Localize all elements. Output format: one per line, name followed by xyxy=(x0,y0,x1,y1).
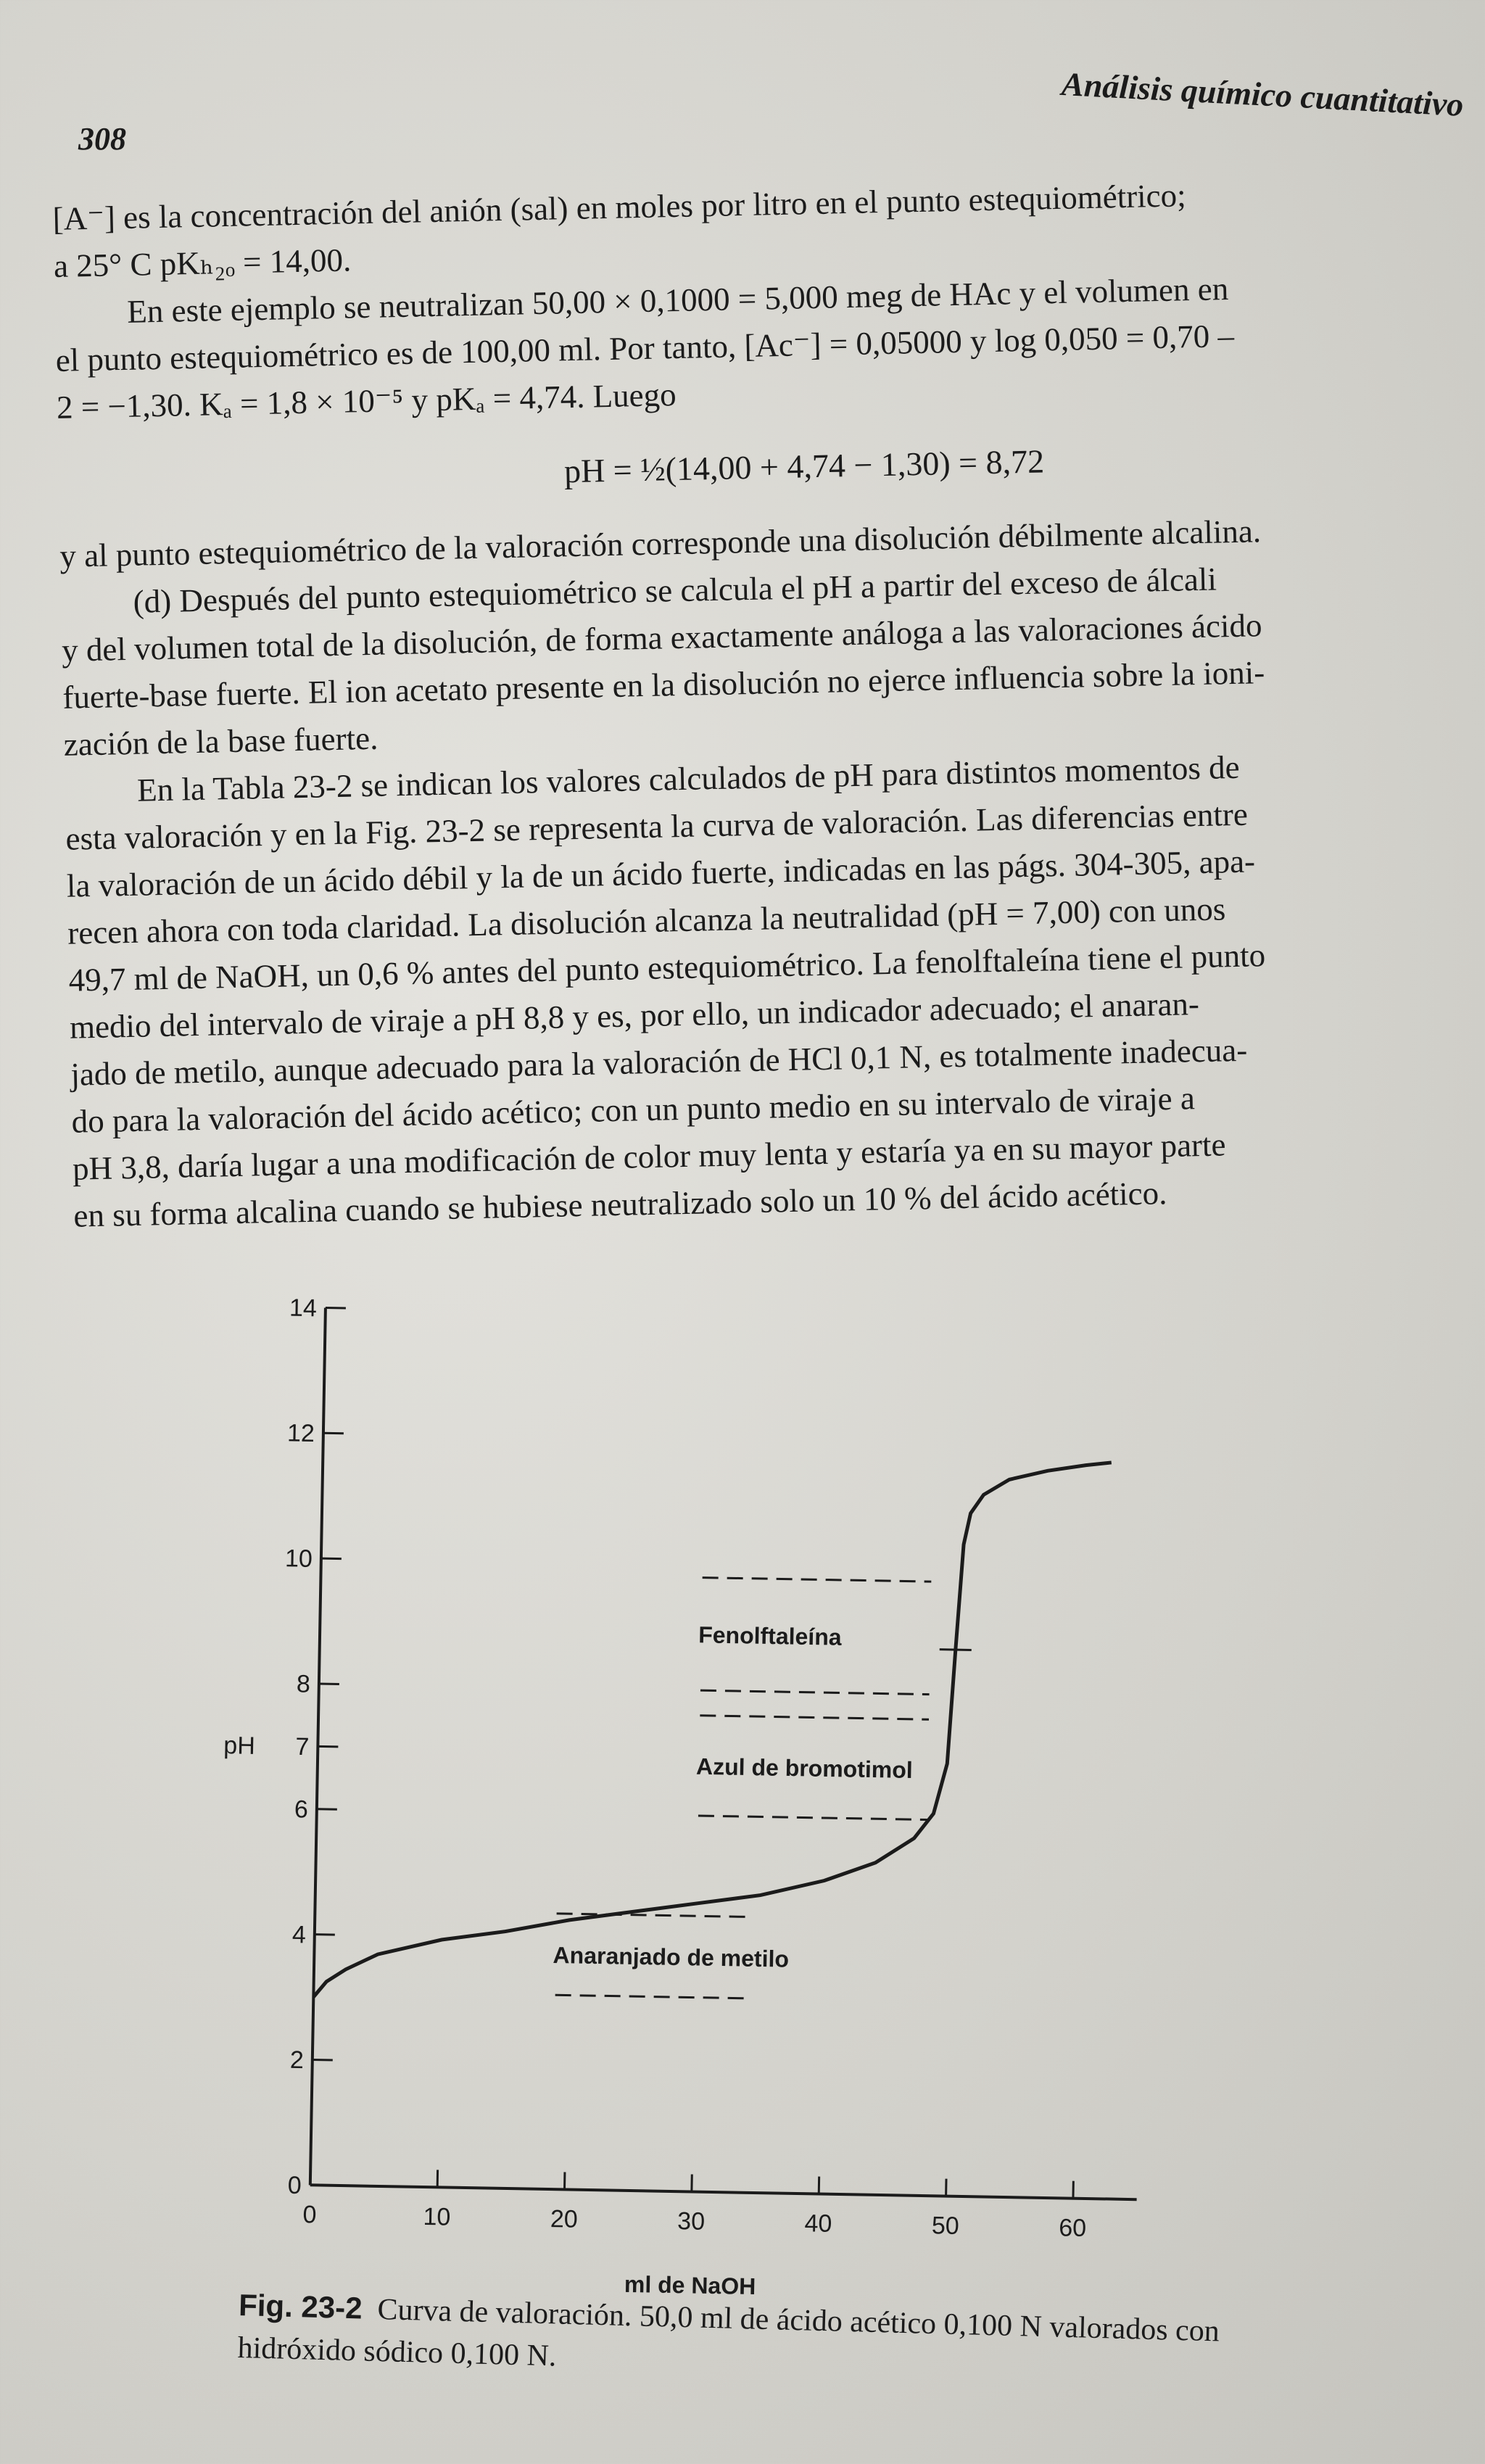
y-tick-label: 7 xyxy=(295,1732,310,1761)
x-tick-label: 40 xyxy=(804,2209,832,2238)
text-line: En este ejemplo se neutralizan 50,00 × 0,1000 = 5,000 meg de HAc y el volumen en xyxy=(126,270,1229,330)
page-number: 308 xyxy=(78,121,126,157)
y-tick-label: 0 xyxy=(287,2171,302,2200)
text-line: zación de la base fuerte. xyxy=(63,719,379,763)
caption-figure-id: Fig. 23-2 xyxy=(238,2287,363,2325)
x-tick-label: 30 xyxy=(677,2207,706,2236)
text-line: fuerte-base fuerte. El ion acetato presente en la disolución no ejerce influencia sobre la ioni- xyxy=(62,654,1265,716)
indicator-label: Fenolftaleína xyxy=(698,1621,842,1650)
text-line: [A⁻] es la concentración del anión (sal) en moles por litro en el punto estequiométrico; xyxy=(52,177,1187,237)
x-ticks xyxy=(302,2167,1087,2242)
body-text xyxy=(52,166,1485,1239)
text-line: a 25° C pKₕ₂ₒ = 14,00. xyxy=(53,241,352,284)
x-tick-label: 60 xyxy=(1058,2214,1087,2242)
text-line: esta valoración y en la Fig. 23-2 se representa la curva de valoración. Las diferencias entre xyxy=(65,795,1249,857)
text-line: la valoración de un ácido débil y la de un ácido fuerte, indicadas en las págs. 304-305, apa- xyxy=(66,843,1256,904)
x-tick-label: 20 xyxy=(550,2205,579,2233)
equation: pH = ½(14,00 + 4,74 − 1,30) = 8,72 xyxy=(563,442,1045,490)
y-axis-label: pH xyxy=(223,1732,256,1760)
y-tick-label: 2 xyxy=(289,2046,305,2075)
y-tick-label: 14 xyxy=(289,1294,318,1323)
text-line: 49,7 ml de NaOH, un 0,6 % antes del punto estequiométrico. La fenolftaleína tiene el punto xyxy=(68,937,1266,999)
titration-figure xyxy=(163,1262,1196,2338)
titration-curve xyxy=(313,1449,1111,2011)
indicator-range-line xyxy=(555,1995,746,1998)
y-ticks xyxy=(274,1294,347,2200)
indicator-label: Azul de bromotimol xyxy=(695,1753,914,1783)
x-axis xyxy=(310,2185,1137,2199)
indicator-range-line xyxy=(698,1816,927,1820)
text-line: En la Tabla 23-2 se indican los valores calculados de pH para distintos momentos de xyxy=(136,748,1241,809)
running-head: Análisis químico cuantitativo xyxy=(1061,65,1465,123)
text-line: en su forma alcalina cuando se hubiese neutralizado solo un 10 % del ácido acético. xyxy=(73,1175,1167,1234)
y-tick-label: 8 xyxy=(296,1670,311,1698)
text-line: 2 = −1,30. Kₐ = 1,8 × 10⁻⁵ y pKₐ = 4,74. Luego xyxy=(56,376,677,426)
x-axis-label: ml de NaOH xyxy=(624,2270,756,2300)
y-tick-label: 10 xyxy=(284,1545,313,1573)
y-tick-label: 4 xyxy=(291,1921,307,1949)
text-line: el punto estequiométrico es de 100,00 ml. Por tanto, [Ac⁻] = 0,05000 y log 0,050 = 0,70 – xyxy=(55,317,1235,379)
text-line: jado de metilo, aunque adecuado para la valoración de HCl 0,1 N, es totalmente inadecua- xyxy=(70,1031,1248,1093)
text-line: medio del intervalo de viraje a pH 8,8 y es, por ello, un indicador adecuado; el anaran- xyxy=(69,985,1200,1046)
text-line: do para la valoración del ácido acético; con un punto medio en su intervalo de viraje a xyxy=(71,1080,1196,1140)
text-line: (d) Después del punto estequiométrico se calcula el pH a partir del exceso de álcali xyxy=(133,561,1217,620)
indicator-range-line xyxy=(700,1690,930,1695)
x-tick-label: 0 xyxy=(302,2201,317,2229)
indicator-label: Anaranjado de metilo xyxy=(553,1941,790,1972)
text-line: pH 3,8, daría lugar a una modificación de color muy lenta y estaría ya en su mayor parte xyxy=(72,1126,1226,1187)
titration-chart xyxy=(163,1262,1196,2338)
indicator-ranges xyxy=(553,1575,932,2001)
x-tick-label: 10 xyxy=(423,2203,451,2231)
indicator-range-line xyxy=(700,1716,929,1720)
y-tick-label: 6 xyxy=(294,1795,309,1824)
text-line: recen ahora con toda claridad. La disolución alcanza la neutralidad (pH = 7,00) con unos xyxy=(67,890,1226,951)
y-tick-label: 12 xyxy=(286,1419,315,1448)
x-tick-label: 50 xyxy=(931,2212,960,2240)
indicator-range-line xyxy=(703,1578,932,1582)
text-line: y del volumen total de la disolución, de forma exactamente análoga a las valoraciones ácido xyxy=(61,607,1262,669)
text-line: y al punto estequiométrico de la valoración corresponde una disolución débilmente alcalina. xyxy=(59,513,1262,574)
caption-text: Curva de valoración. 50,0 ml de ácido acético 0,100 N valorados con hidróxido sódico 0,100 N. xyxy=(237,2293,1220,2373)
